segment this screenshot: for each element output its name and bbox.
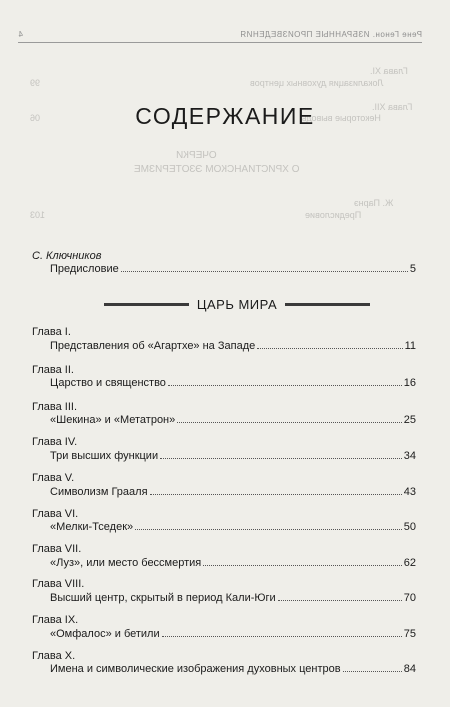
bleed-text: Глава XI. (370, 66, 408, 76)
entry-page: 43 (403, 486, 416, 498)
header-page-number: 4 (18, 30, 23, 39)
bleed-text: Предисловие (305, 210, 362, 220)
bleed-text: 103 (30, 210, 46, 220)
entry-title: Три высших функции (50, 450, 159, 462)
page-title: СОДЕРЖАНИЕ (135, 103, 315, 129)
chapter-label: Глава II. (32, 364, 74, 376)
bleed-text: О ХРИСТИАНСКОМ ЭЗОТЕРИЗМЕ (134, 164, 300, 175)
chapter-label: Глава VII. (32, 543, 82, 555)
entry-page: 70 (403, 592, 416, 604)
toc-entry[interactable] (50, 340, 416, 352)
entry-title: Имена и символические изображения духовных центров (50, 663, 341, 675)
entry-title: «Мелки-Тседек» (50, 521, 134, 533)
dot-leader (150, 494, 402, 495)
entry-title: Представления об «Агартхе» на Западе (50, 340, 256, 352)
running-header (18, 30, 422, 43)
dot-leader (343, 671, 402, 672)
chapter-label: Глава I. (32, 326, 71, 338)
bleed-text: ОЧЕРКИ (176, 150, 217, 161)
dot-leader (160, 458, 402, 459)
bleed-text: Локализация духовных центров (250, 78, 384, 88)
toc-entry[interactable] (50, 663, 416, 675)
toc-entry[interactable] (50, 486, 416, 498)
entry-page: 75 (403, 628, 416, 640)
chapter-label: Глава IV. (32, 436, 78, 448)
entry-title: «Шекина» и «Метатрон» (50, 414, 176, 426)
chapter-label: Глава V. (32, 472, 75, 484)
bleed-text: 99 (30, 78, 41, 88)
dot-leader (162, 636, 402, 637)
entry-page: 5 (409, 263, 416, 275)
running-title: Рене Генон. ИЗБРАННЫЕ ПРОИЗВЕДЕНИЯ (239, 30, 422, 39)
dot-leader (168, 385, 402, 386)
dot-leader (257, 348, 402, 349)
chapter-label: Глава X. (32, 650, 76, 662)
bleed-text: Ж. Парнэ (354, 198, 394, 208)
chapter-label: Глава VI. (32, 508, 79, 520)
entry-title: Высший центр, скрытый в период Кали-Юги (50, 592, 276, 604)
section-heading (104, 297, 370, 312)
bleed-text: 06 (30, 113, 41, 123)
section-title: ЦАРЬ МИРА (196, 297, 278, 312)
entry-title: Символизм Грааля (50, 486, 148, 498)
entry-page: 11 (404, 340, 416, 352)
preface-author: С. Ключников (32, 250, 102, 262)
rule-left (104, 303, 189, 306)
dot-leader (121, 271, 408, 272)
dot-leader (203, 565, 401, 566)
entry-page: 50 (403, 521, 416, 533)
dot-leader (177, 422, 401, 423)
dot-leader (135, 529, 402, 530)
chapter-label: Глава VIII. (32, 578, 85, 590)
bleed-text: Некоторые выводы (300, 113, 381, 123)
bleed-text: Глава XII. (372, 102, 413, 112)
toc-entry[interactable] (50, 521, 416, 533)
entry-page: 25 (403, 414, 416, 426)
rule-right (285, 303, 370, 306)
toc-entry[interactable] (50, 592, 416, 604)
entry-page: 16 (403, 377, 416, 389)
toc-entry[interactable] (50, 377, 416, 389)
dot-leader (278, 600, 402, 601)
entry-page: 84 (403, 663, 416, 675)
chapter-label: Глава III. (32, 401, 77, 413)
chapter-label: Глава IX. (32, 614, 79, 626)
entry-title: Предисловие (50, 263, 119, 275)
toc-entry[interactable] (50, 450, 416, 462)
toc-entry[interactable] (50, 414, 416, 426)
toc-entry-preface[interactable] (50, 263, 416, 275)
entry-title: Царство и священство (50, 377, 166, 389)
entry-title: «Омфалос» и бетили (50, 628, 160, 640)
entry-page: 62 (403, 557, 416, 569)
entry-title: «Луз», или место бессмертия (50, 557, 202, 569)
entry-page: 34 (403, 450, 416, 462)
toc-entry[interactable] (50, 628, 416, 640)
toc-entry[interactable] (50, 557, 416, 569)
